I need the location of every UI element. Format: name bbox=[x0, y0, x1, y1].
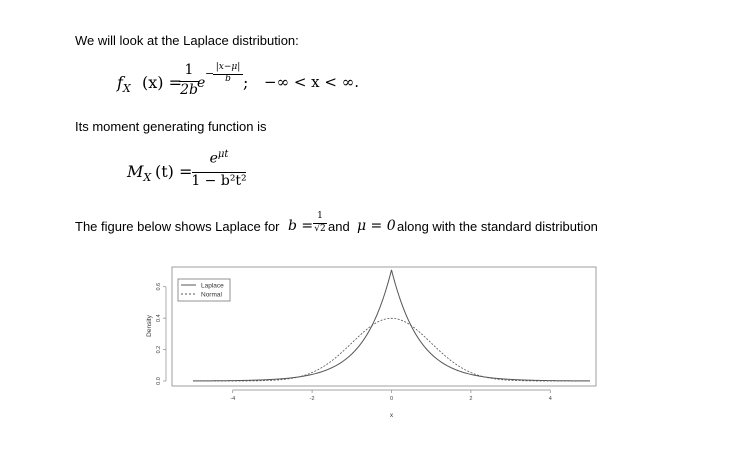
mgf-lhs: $M_X$ bbox=[127, 162, 152, 185]
pdf-exp-num: |x−μ| bbox=[215, 62, 241, 72]
caption-after: along with the standard distribution bbox=[397, 219, 598, 234]
mgf-intro-text: Its moment generating function is bbox=[75, 119, 267, 134]
caption-before: The figure below shows Laplace for bbox=[75, 219, 280, 234]
x-tick-label: 4 bbox=[548, 396, 552, 402]
x-tick-label: 2 bbox=[469, 396, 473, 402]
pdf-separator: ; bbox=[243, 73, 249, 92]
intro-text: We will look at the Laplace distribution: bbox=[75, 33, 299, 48]
pdf-coef-den: 2b bbox=[180, 82, 198, 98]
x-tick-label: 0 bbox=[389, 396, 394, 402]
mgf-lhs-arg: (t) = bbox=[155, 162, 193, 181]
mgf-denominator: 1 − b²t² bbox=[191, 173, 247, 189]
density-chart bbox=[148, 254, 624, 426]
y-tick-label: 0.0 bbox=[156, 377, 162, 385]
y-tick-label: 0.4 bbox=[156, 314, 162, 322]
pdf-domain: −∞ < x < ∞. bbox=[264, 73, 359, 91]
x-tick-label: -2 bbox=[309, 396, 315, 402]
caption-middle: and bbox=[328, 219, 350, 234]
pdf-lhs: $f_X$ bbox=[117, 73, 131, 96]
pdf-lhs-arg: (x) = bbox=[142, 73, 182, 92]
x-axis-label: x bbox=[389, 412, 394, 419]
x-tick-label: -4 bbox=[230, 396, 236, 402]
pdf-coef-num: 1 bbox=[184, 62, 194, 78]
y-tick-label: 0.2 bbox=[156, 345, 162, 354]
legend-label-normal: Normal bbox=[201, 291, 222, 299]
legend-label-laplace: Laplace bbox=[201, 282, 224, 290]
caption-b-num: 1 bbox=[317, 211, 323, 221]
pdf-exp-base: e bbox=[197, 75, 206, 91]
mgf-numerator: $e^{\mu t}$ bbox=[209, 149, 229, 167]
y-axis-label: Density bbox=[146, 315, 153, 337]
legend bbox=[178, 279, 230, 301]
y-tick-label: 0.6 bbox=[156, 282, 162, 291]
caption-b-den: √2 bbox=[314, 224, 326, 234]
caption-mu-label: μ = 0 bbox=[357, 218, 396, 234]
pdf-exp-sign: − bbox=[205, 67, 215, 80]
caption-b-label: b = bbox=[288, 218, 314, 234]
pdf-exp-den: b bbox=[225, 74, 231, 84]
